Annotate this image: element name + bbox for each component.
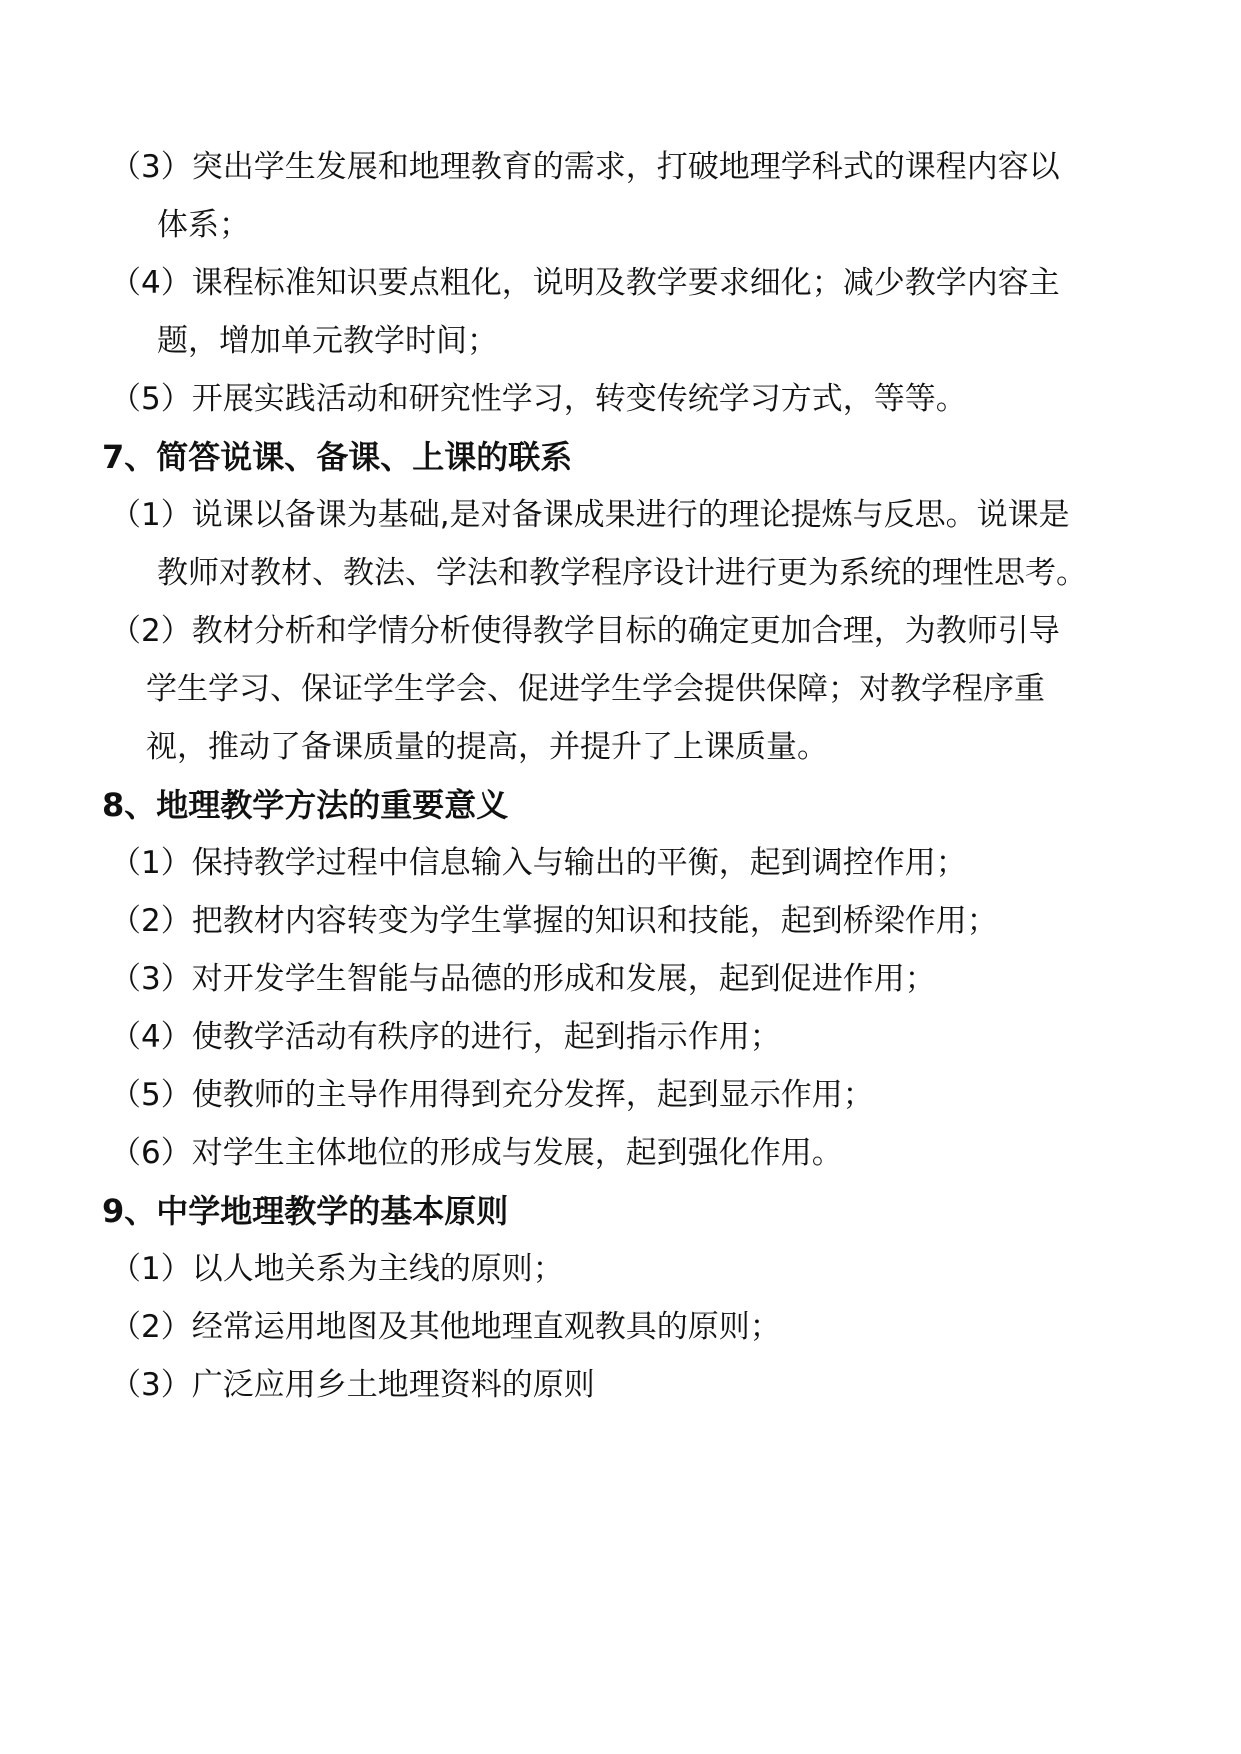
text-line: （4）使教学活动有秩序的进行，起到指示作用； xyxy=(110,1019,781,1055)
text-line: （2）把教材内容转变为学生掌握的知识和技能，起到桥梁作用； xyxy=(110,903,998,939)
text-line: 视，推动了备课质量的提高，并提升了上课质量。 xyxy=(146,729,828,765)
text-line: 体系； xyxy=(157,207,250,243)
text-line: （3）突出学生发展和地理教育的需求，打破地理学科式的课程内容以 xyxy=(110,149,1060,185)
section-heading: 8、地理教学方法的重要意义 xyxy=(102,786,509,824)
text-line: （3）对开发学生智能与品德的形成和发展，起到促进作用； xyxy=(110,961,936,997)
text-line: （6）对学生主体地位的形成与发展，起到强化作用。 xyxy=(110,1135,843,1171)
text-line: （2）教材分析和学情分析使得教学目标的确定更加合理，为教师引导 xyxy=(110,613,1060,649)
section-heading: 7、简答说课、备课、上课的联系 xyxy=(102,438,573,476)
section-heading: 9、中学地理教学的基本原则 xyxy=(102,1192,509,1230)
text-line: 题，增加单元教学时间； xyxy=(157,323,498,359)
text-line: （5）开展实践活动和研究性学习，转变传统学习方式，等等。 xyxy=(110,381,967,417)
text-line: （4）课程标准知识要点粗化，说明及教学要求细化；减少教学内容主 xyxy=(110,265,1060,301)
text-line: （1）说课以备课为基础,是对备课成果进行的理论提炼与反思。说课是 xyxy=(110,497,1070,533)
text-line: 教师对教材、教法、学法和教学程序设计进行更为系统的理性思考。 xyxy=(157,555,1087,591)
text-line: （5）使教师的主导作用得到充分发挥，起到显示作用； xyxy=(110,1077,874,1113)
text-line: （1）以人地关系为主线的原则； xyxy=(110,1251,564,1287)
text-line: 学生学习、保证学生学会、促进学生学会提供保障；对教学程序重 xyxy=(146,671,1045,707)
text-line: （3）广泛应用乡土地理资料的原则 xyxy=(110,1367,595,1403)
text-line: （1）保持教学过程中信息输入与输出的平衡，起到调控作用； xyxy=(110,845,967,881)
text-line: （2）经常运用地图及其他地理直观教具的原则； xyxy=(110,1309,781,1345)
